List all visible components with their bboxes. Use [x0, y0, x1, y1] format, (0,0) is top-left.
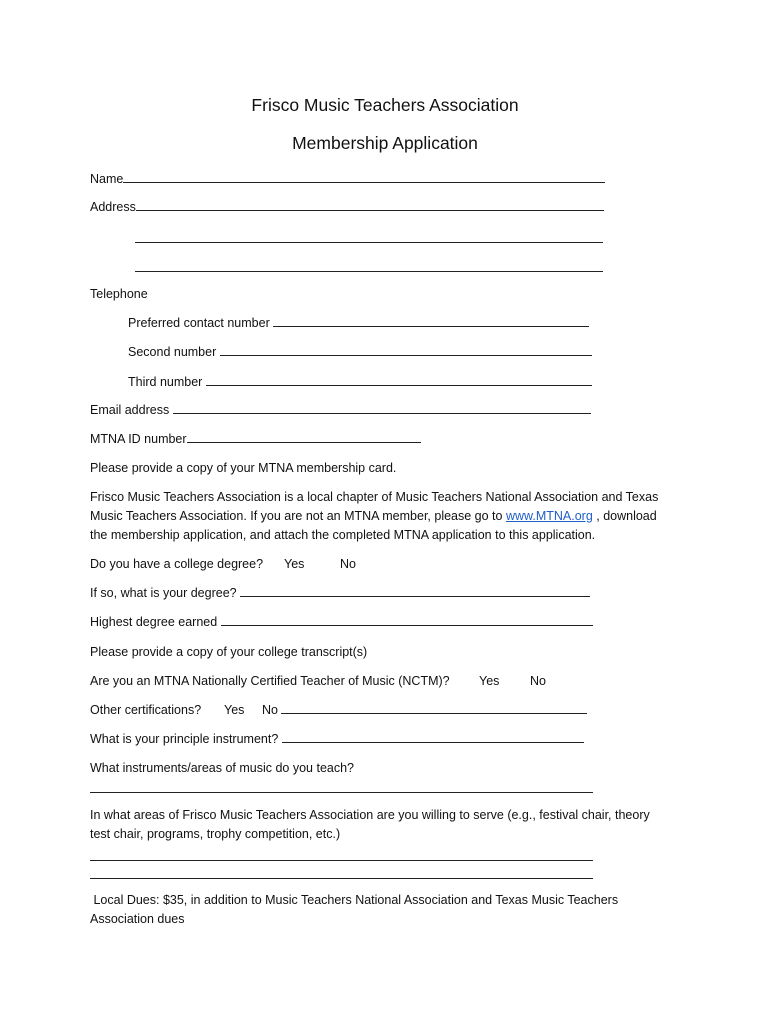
degree-row [90, 584, 590, 602]
serve-question-line1: In what areas of Frisco Music Teachers Association are you willing to serve (e.g., festival chair, theory [90, 808, 650, 822]
third-number-field[interactable] [206, 373, 592, 386]
college-degree-no[interactable]: No [340, 557, 356, 571]
serve-field-line2[interactable] [90, 878, 593, 879]
serve-question-line2: test chair, programs, trophy competition, etc.) [90, 827, 341, 841]
nctm-question: Are you an MTNA Nationally Certified Teacher of Music (NCTM)? [90, 674, 450, 688]
telephone-label: Telephone [90, 287, 148, 301]
principle-instrument-row [90, 730, 584, 748]
other-cert-no[interactable]: No [262, 703, 278, 717]
second-number-field[interactable] [220, 343, 592, 356]
dues-note-line2: Association dues [90, 912, 185, 926]
nctm-no[interactable]: No [530, 674, 546, 688]
principle-instrument-field[interactable] [282, 730, 584, 743]
second-number-label: Second number [128, 345, 217, 359]
chapter-paragraph-line1: Frisco Music Teachers Association is a local chapter of Music Teachers National Association and Texas [90, 490, 659, 504]
email-field[interactable] [173, 401, 591, 414]
mtna-website-link[interactable]: www.MTNA.org [505, 509, 593, 523]
instruments-field[interactable] [90, 792, 593, 793]
degree-question: If so, what is your degree? [90, 586, 237, 600]
college-degree-yes[interactable]: Yes [284, 557, 305, 571]
address-label: Address [90, 200, 136, 214]
chapter-paragraph-line3: the membership application, and attach the completed MTNA application to this application. [90, 528, 596, 542]
mtna-id-label: MTNA ID number [90, 432, 187, 446]
second-number-row [128, 343, 592, 361]
degree-field[interactable] [240, 584, 590, 597]
highest-degree-row [90, 613, 593, 631]
preferred-contact-label: Preferred contact number [128, 316, 270, 330]
nctm-yes[interactable]: Yes [479, 674, 500, 688]
serve-field-line1[interactable] [90, 860, 593, 861]
name-label: Name [90, 172, 124, 186]
email-row [90, 401, 591, 419]
college-degree-question: Do you have a college degree? [90, 557, 264, 571]
third-number-label: Third number [128, 375, 203, 389]
other-cert-question: Other certifications? [90, 703, 202, 717]
address-field-line2[interactable] [135, 242, 603, 243]
address-field-line1[interactable] [136, 198, 604, 211]
preferred-contact-field[interactable] [273, 314, 589, 327]
dues-note-line1: Local Dues: $35, in addition to Music Teachers National Association and Texas Music Teachers [90, 893, 619, 907]
address-field-line3[interactable] [135, 271, 603, 272]
chapter-paragraph-line2-tail: , download [592, 509, 657, 523]
preferred-contact-row [128, 314, 589, 332]
third-number-row [128, 373, 592, 391]
mtna-id-row [90, 430, 421, 448]
highest-degree-field[interactable] [221, 613, 593, 626]
address-row [90, 198, 604, 216]
highest-degree-question: Highest degree earned [90, 615, 218, 629]
dues-note [90, 891, 618, 929]
chapter-paragraph-line2 [90, 507, 658, 526]
mtna-id-field[interactable] [187, 430, 421, 443]
form-subtitle: Membership Application [292, 133, 478, 153]
instruments-question: What instruments/areas of music do you teach? [90, 761, 355, 775]
chapter-paragraph-line2-text: Music Teachers Association. If you are not an MTNA member, please go to [90, 509, 506, 523]
other-cert-field[interactable] [281, 701, 587, 714]
name-row [90, 170, 605, 188]
name-field[interactable] [123, 170, 605, 183]
serve-question [90, 806, 650, 844]
other-cert-yes[interactable]: Yes [224, 703, 245, 717]
principle-instrument-question: What is your principle instrument? [90, 732, 279, 746]
form-title: Frisco Music Teachers Association [251, 95, 519, 115]
other-cert-no-row [262, 701, 587, 719]
college-degree-row [90, 555, 263, 573]
chapter-paragraph [90, 488, 658, 545]
transcript-note: Please provide a copy of your college transcript(s) [90, 645, 368, 659]
email-label: Email address [90, 403, 170, 417]
mtna-card-note: Please provide a copy of your MTNA membership card. [90, 461, 397, 475]
